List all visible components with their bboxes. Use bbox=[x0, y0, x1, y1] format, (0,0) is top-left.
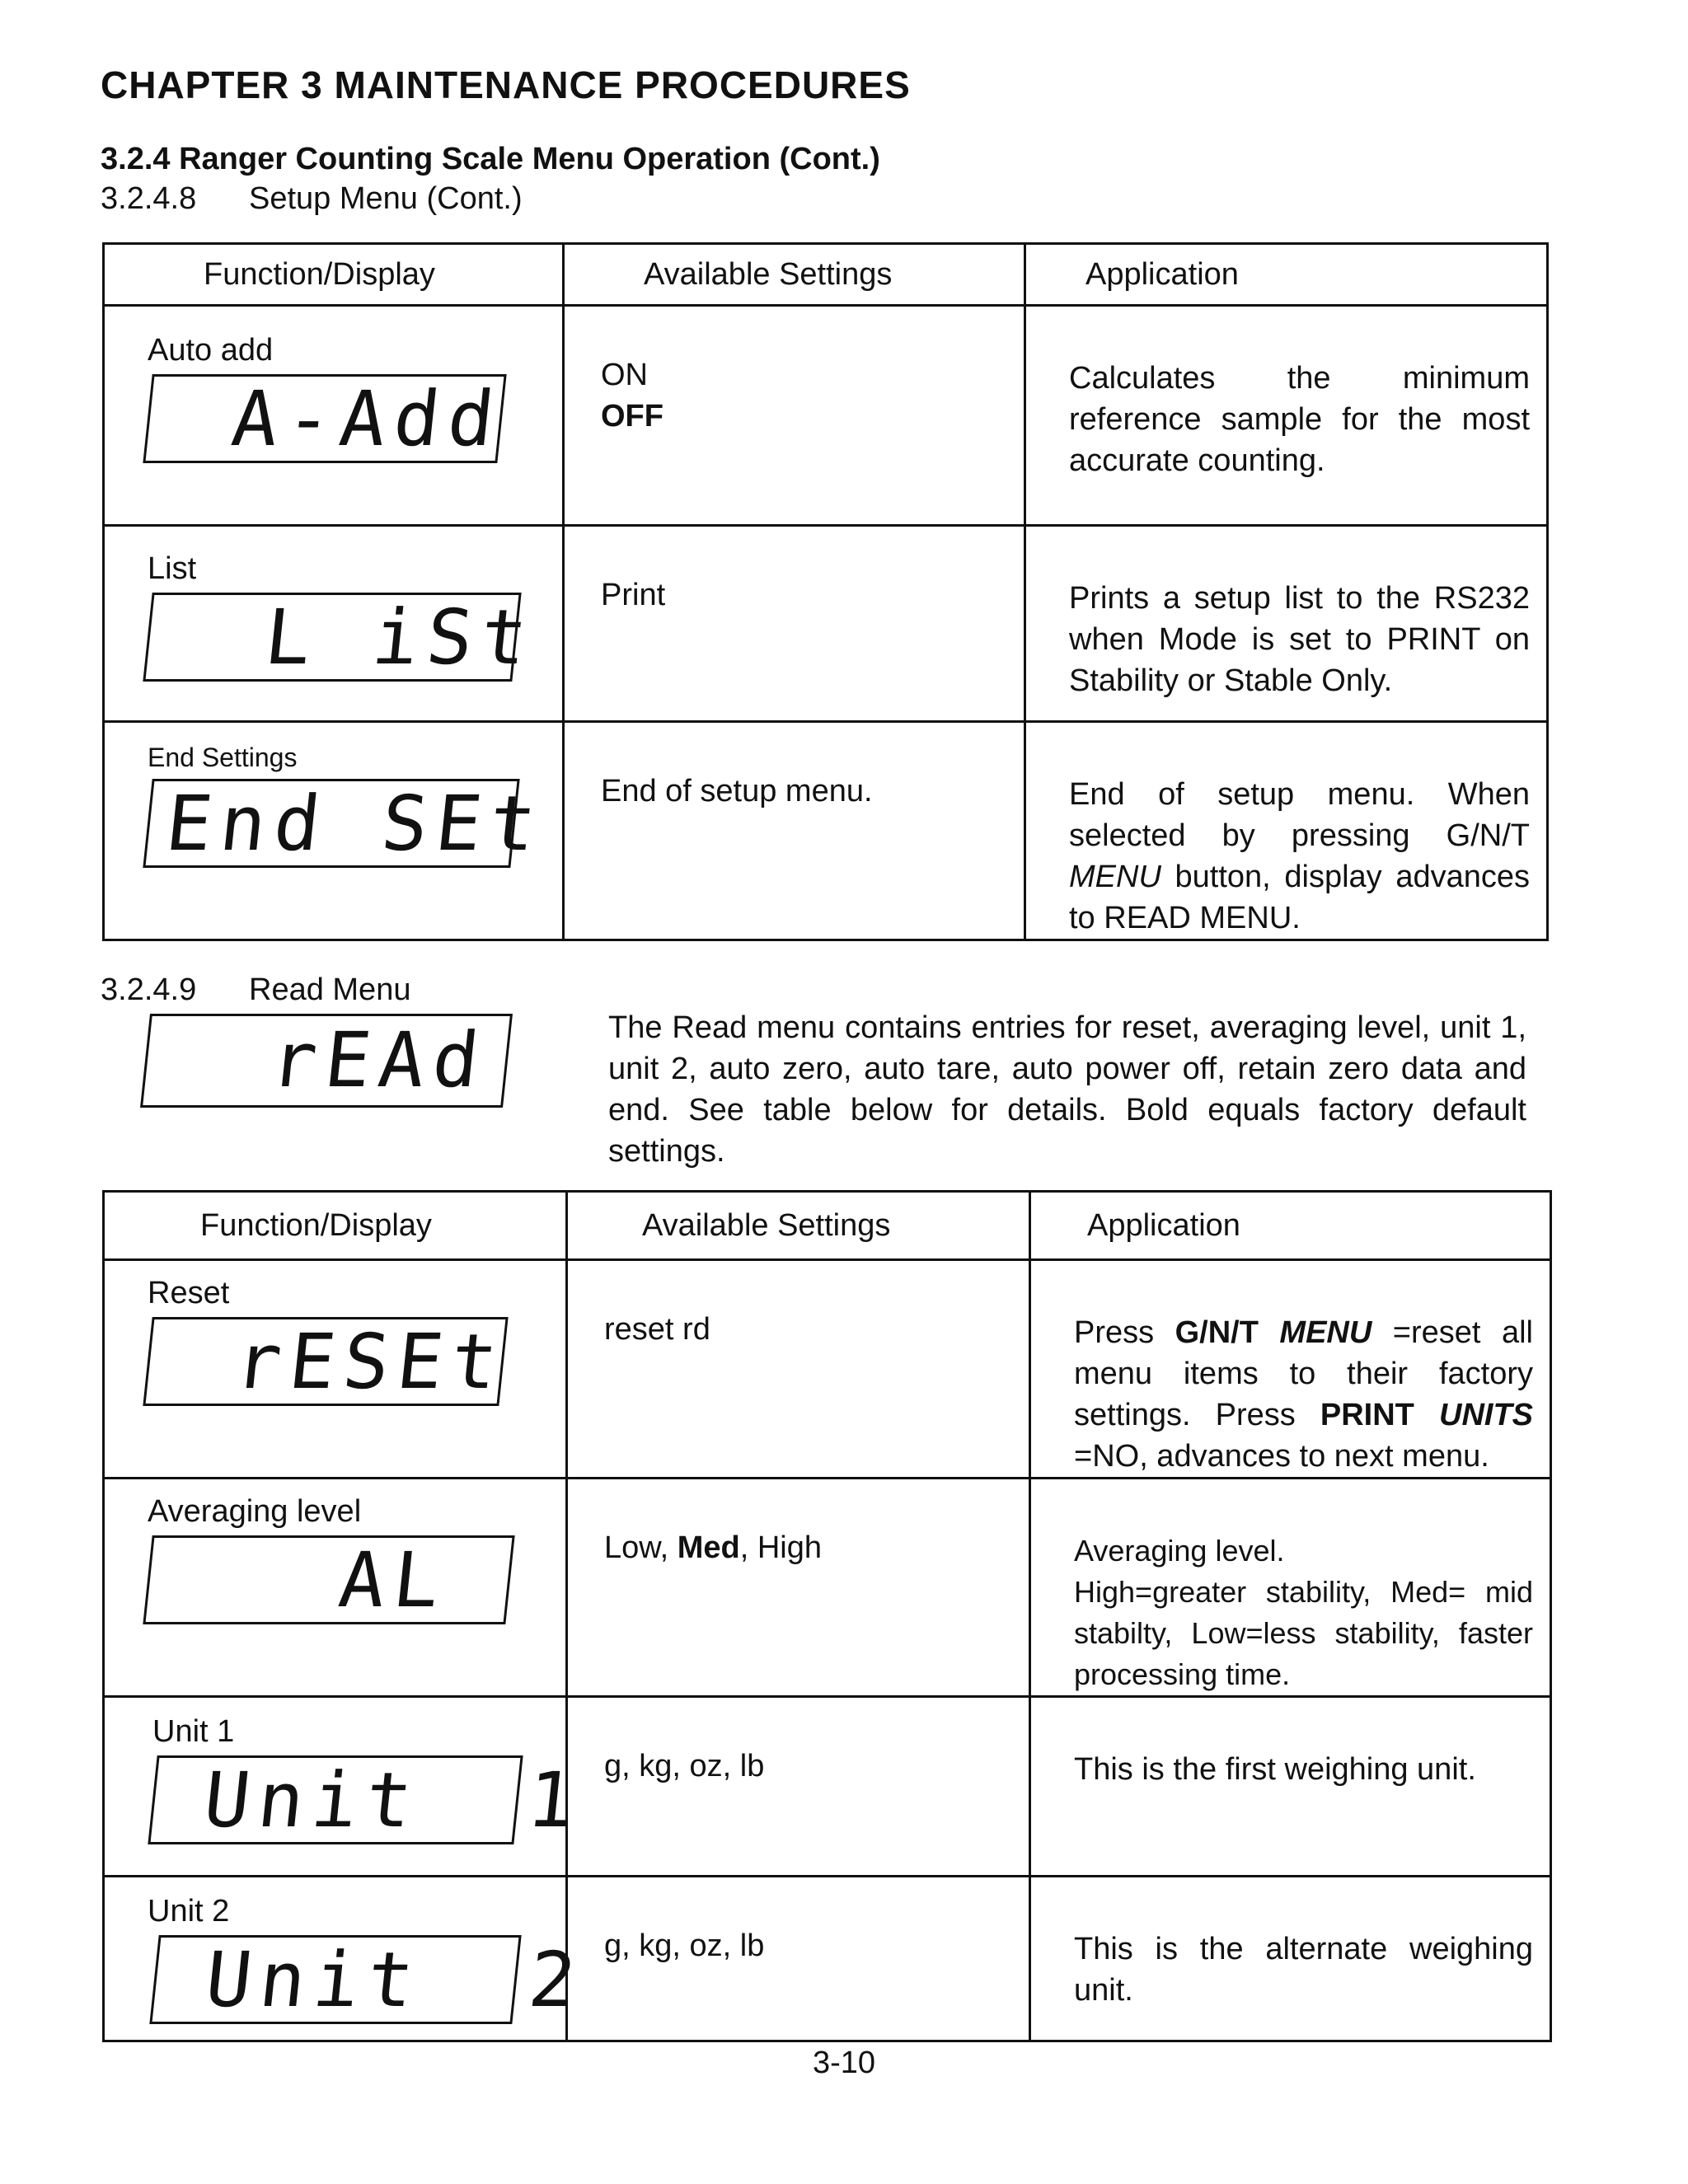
function-cell bbox=[104, 1260, 567, 1479]
application-text: End of setup menu. When selected by pressing G/N/T bbox=[1069, 777, 1530, 853]
read-menu-heading bbox=[101, 972, 410, 1008]
table-row bbox=[104, 306, 1548, 526]
function-label: End Settings bbox=[148, 743, 298, 772]
lcd-display-text: A-Add bbox=[227, 375, 507, 463]
lcd-display-text: End SEt bbox=[162, 780, 549, 868]
lcd-display bbox=[143, 1535, 514, 1624]
function-label: Reset bbox=[148, 1276, 230, 1310]
read-menu-title: Read Menu bbox=[249, 972, 411, 1007]
setup-menu-number: 3.2.4.8 bbox=[101, 181, 197, 216]
lcd-display-text: L iSt bbox=[260, 593, 540, 682]
function-label: Unit 1 bbox=[152, 1714, 235, 1749]
setup-menu-heading bbox=[101, 181, 523, 217]
function-cell bbox=[104, 526, 564, 722]
page-number: 3-10 bbox=[812, 2046, 876, 2080]
read-lcd-display bbox=[140, 1014, 513, 1108]
header-settings: Available Settings bbox=[567, 1192, 1030, 1260]
table-row bbox=[104, 526, 1548, 722]
function-label: Auto add bbox=[148, 333, 274, 368]
button-name: PRINT bbox=[1320, 1398, 1414, 1432]
table-row bbox=[104, 1877, 1551, 2041]
application-cell bbox=[1030, 1260, 1551, 1479]
table-row bbox=[104, 722, 1548, 940]
lcd-display bbox=[149, 1935, 588, 2024]
table-row bbox=[104, 1697, 1551, 1877]
application-text: =NO, advances to next menu. bbox=[1074, 1439, 1489, 1474]
function-cell bbox=[104, 1479, 567, 1697]
application-cell bbox=[1025, 722, 1548, 940]
table-row bbox=[104, 1260, 1551, 1479]
setting-option-default: OFF bbox=[601, 399, 663, 434]
table-row bbox=[104, 1479, 1551, 1697]
setup-menu-title: Setup Menu (Cont.) bbox=[249, 181, 523, 216]
lcd-display-text: Unit 1 bbox=[199, 1756, 587, 1844]
function-cell bbox=[104, 1877, 588, 2041]
settings-cell bbox=[564, 306, 1025, 526]
lcd-display bbox=[143, 779, 549, 868]
function-cell bbox=[104, 722, 564, 940]
settings-cell: g, kg, oz, lb bbox=[567, 1877, 1030, 2041]
lcd-display-text: Unit 2 bbox=[201, 1936, 588, 2024]
section-heading: 3.2.4 Ranger Counting Scale Menu Operation (Cont.) bbox=[101, 142, 880, 176]
lcd-display bbox=[143, 374, 506, 463]
setting-option: ON bbox=[601, 358, 648, 392]
menu-button-name: MENU bbox=[1069, 860, 1161, 894]
read-menu-table bbox=[102, 1190, 1552, 2042]
application-cell: This is the alternate weighing unit. bbox=[1030, 1877, 1551, 2041]
function-label: Unit 2 bbox=[148, 1894, 230, 1929]
application-cell: Prints a setup list to the RS232 when Mode is set to PRINT on Stability or Stable Only. bbox=[1025, 526, 1548, 722]
setting-option: , High bbox=[739, 1530, 823, 1565]
settings-cell: End of setup menu. bbox=[564, 722, 1025, 940]
button-name: UNITS bbox=[1414, 1398, 1534, 1432]
application-cell bbox=[1030, 1479, 1551, 1697]
application-cell: This is the first weighing unit. bbox=[1030, 1697, 1551, 1877]
header-function: Function/Display bbox=[104, 244, 564, 306]
lcd-display-text: rESEt bbox=[231, 1318, 510, 1406]
read-menu-intro: The Read menu contains entries for reset, averaging level, unit 1, unit 2, auto zero, auto tare, auto power off, retain zero data and end. See table below for details. Bold equals factory default settings. bbox=[608, 1010, 1526, 1169]
settings-cell bbox=[567, 1479, 1030, 1697]
button-name: G/N/T bbox=[1175, 1315, 1259, 1350]
settings-cell: reset rd bbox=[567, 1260, 1030, 1479]
table-header-row bbox=[104, 1192, 1551, 1260]
settings-cell: Print bbox=[564, 526, 1025, 722]
application-text: =reset all menu items to their factory settings. Press bbox=[1074, 1315, 1533, 1432]
read-menu-number: 3.2.4.9 bbox=[101, 972, 197, 1007]
function-cell bbox=[104, 1697, 587, 1877]
setup-menu-table bbox=[102, 242, 1549, 941]
function-label: List bbox=[148, 551, 197, 586]
setting-option: Low, bbox=[604, 1530, 678, 1565]
application-text: Press bbox=[1074, 1315, 1175, 1350]
lcd-display-text: rEAd bbox=[266, 1016, 492, 1104]
button-name: MENU bbox=[1258, 1315, 1372, 1350]
function-cell bbox=[104, 306, 564, 526]
header-application: Application bbox=[1025, 244, 1548, 306]
header-function: Function/Display bbox=[104, 1192, 567, 1260]
function-label: Averaging level bbox=[148, 1494, 362, 1529]
table-header-row bbox=[104, 244, 1548, 306]
lcd-display bbox=[143, 1317, 508, 1406]
lcd-display-text: AL bbox=[335, 1536, 452, 1624]
header-application: Application bbox=[1030, 1192, 1551, 1260]
header-settings: Available Settings bbox=[564, 244, 1025, 306]
settings-cell: g, kg, oz, lb bbox=[567, 1697, 1030, 1877]
application-text: High=greater stability, Med= mid stabilty, Low=less stability, faster processing time. bbox=[1074, 1575, 1533, 1691]
application-text: Averaging level. bbox=[1074, 1534, 1285, 1568]
lcd-display bbox=[148, 1755, 587, 1844]
setting-option-default: Med bbox=[677, 1530, 740, 1565]
lcd-display bbox=[143, 593, 540, 682]
application-text: button, display advances to READ MENU. bbox=[1069, 860, 1530, 935]
application-cell: Calculates the minimum reference sample for the most accurate counting. bbox=[1025, 306, 1548, 526]
chapter-title: CHAPTER 3 MAINTENANCE PROCEDURES bbox=[101, 63, 911, 106]
